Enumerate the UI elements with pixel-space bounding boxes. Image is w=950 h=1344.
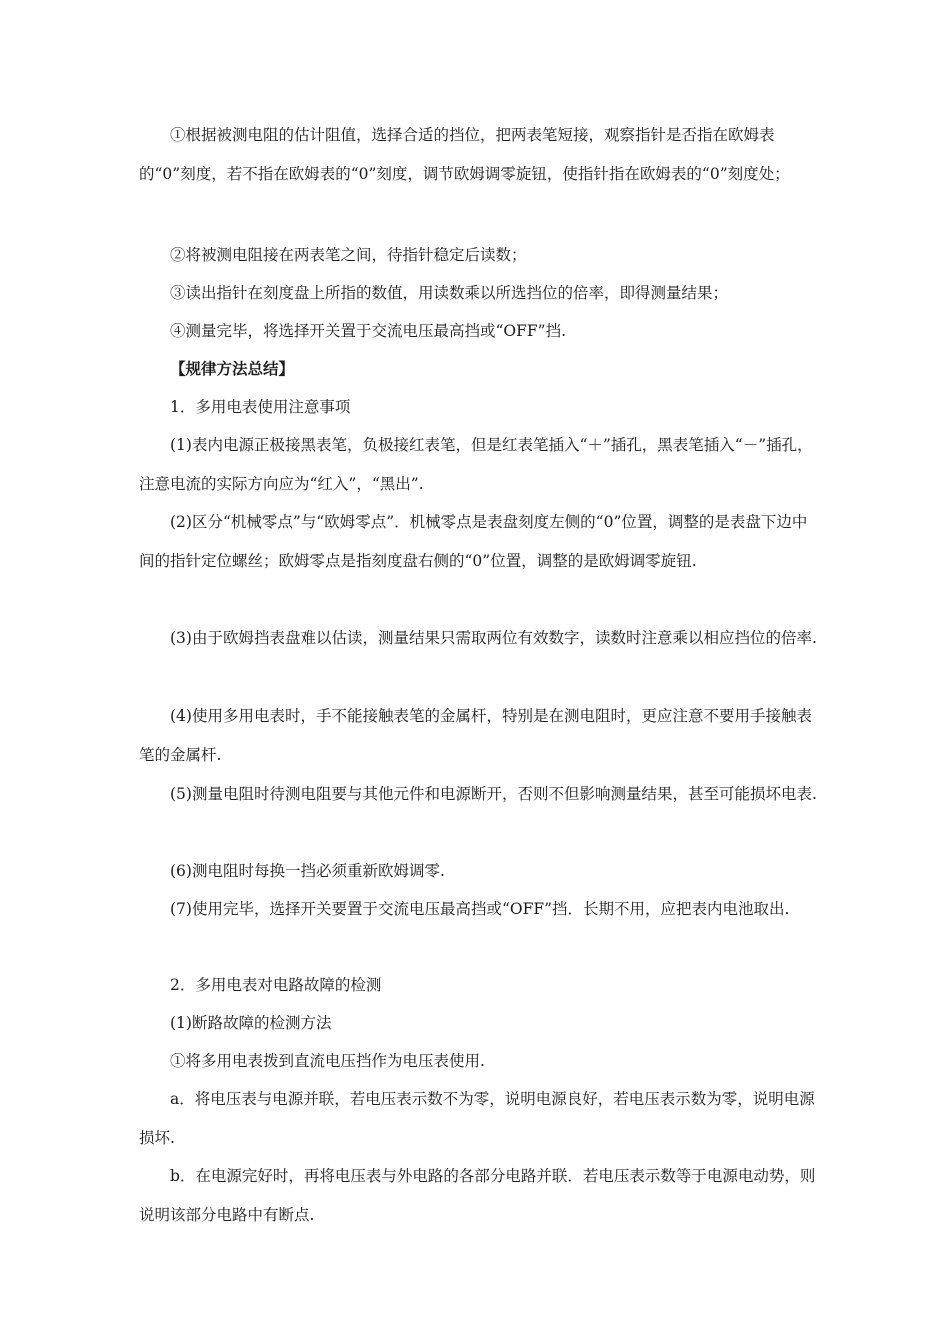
note-5-paragraph: (5)测量电阻时待测电阻要与其他元件和电源断开，否则不但影响测量结果，甚至可能损坏电表. bbox=[170, 785, 817, 803]
step-3-paragraph: ③读出指针在刻度盘上所指的数值，用读数乘以所选挡位的倍率，即得测量结果； bbox=[170, 284, 729, 302]
subsection-title-2: 2．多用电表对电路故障的检测 bbox=[170, 976, 382, 994]
subsection-title-1: 1．多用电表使用注意事项 bbox=[170, 398, 351, 416]
section-heading: 【规律方法总结】 bbox=[170, 360, 295, 378]
note-3-paragraph: (3)由于欧姆挡表盘难以估读，测量结果只需取两位有效数字，读数时注意乘以相应挡位的倍率. bbox=[170, 629, 817, 647]
note-6-paragraph: (6)测电阻时每换一挡必须重新欧姆调零. bbox=[170, 862, 445, 880]
step-2-paragraph: ②将被测电阻接在两表笔之间，待指针稳定后读数； bbox=[170, 246, 527, 264]
fault-step-a: a．将电压表与电源并联，若电压表示数不为零，说明电源良好，若电压表示数为零，说明电源损坏. bbox=[139, 1090, 815, 1147]
step-1-paragraph: ①根据被测电阻的估计阻值，选择合适的挡位，把两表笔短接，观察指针是否指在欧姆表的“0”刻度，若不指在欧姆表的“0”刻度，调节欧姆调零旋钮，使指针指在欧姆表的“0”刻度处； bbox=[139, 126, 790, 183]
step-4-paragraph: ④测量完毕，将选择开关置于交流电压最高挡或“OFF”挡. bbox=[170, 322, 566, 340]
fault-step-1: ①将多用电表拨到直流电压挡作为电压表使用. bbox=[170, 1052, 485, 1070]
fault-method-title: (1)断路故障的检测方法 bbox=[170, 1014, 332, 1032]
note-4-paragraph: (4)使用多用电表时，手不能接触表笔的金属杆，特别是在测电阻时，更应注意不要用手接触表笔的金属杆. bbox=[139, 707, 812, 764]
note-2-paragraph: (2)区分“机械零点”与“欧姆零点”．机械零点是表盘刻度左侧的“0”位置，调整的是表盘下边中间的指针定位螺丝；欧姆零点是指刻度盘右侧的“0”位置，调整的是欧姆调零旋钮. bbox=[139, 513, 808, 570]
note-7-paragraph: (7)使用完毕，选择开关要置于交流电压最高挡或“OFF”挡．长期不用，应把表内电池取出. bbox=[170, 900, 790, 918]
note-1-paragraph: (1)表内电源正极接黑表笔，负极接红表笔，但是红表笔插入“＋”插孔，黑表笔插入“－”插孔，注意电流的实际方向应为“红入”，“黑出”. bbox=[139, 436, 813, 493]
fault-step-b: b．在电源完好时，再将电压表与外电路的各部分电路并联．若电压表示数等于电源电动势，则说明该部分电路中有断点. bbox=[139, 1167, 816, 1224]
